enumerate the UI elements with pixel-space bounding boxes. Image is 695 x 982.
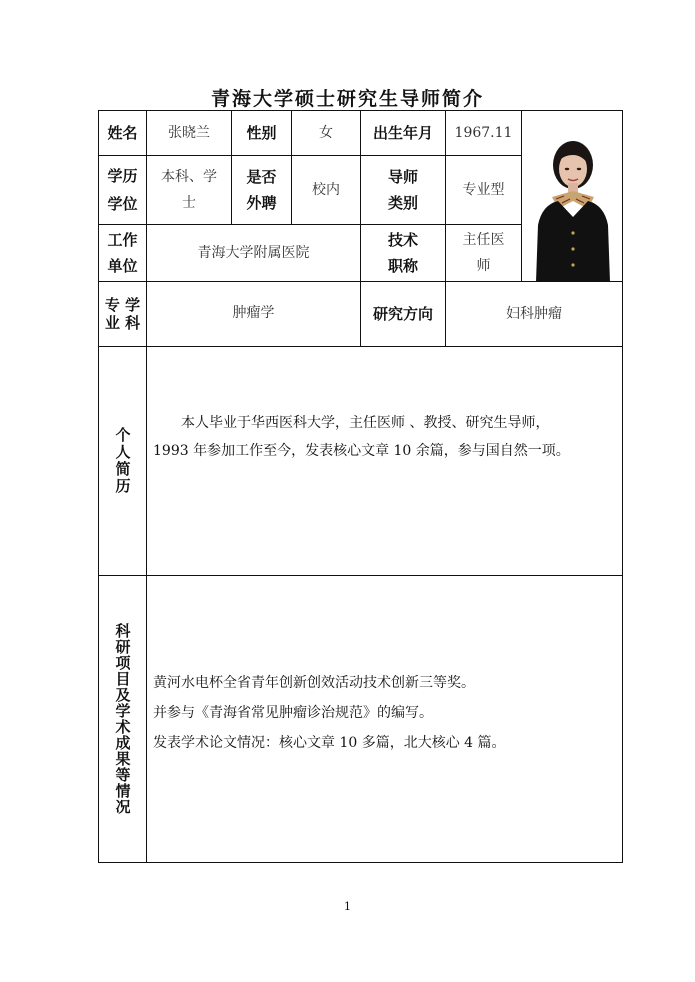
profile-text-line2: 1993 年参加工作至今，发表核心文章 10 余篇，参与国自然一项。 [153, 443, 570, 459]
education-value-line1: 本科、学 [161, 169, 217, 185]
tech-title-label [360, 224, 446, 282]
achievement-item: 黄河水电杯全省青年创新创效活动技术创新三等奖。 [153, 675, 475, 691]
profile-text [153, 409, 570, 465]
achievements-label: 科研项目及学术成果等情况 [113, 623, 132, 815]
education-value-line2: 士 [182, 195, 196, 211]
achievement-item: 并参与《青海省常见肿瘤诊治规范》的编写。 [153, 705, 433, 721]
workplace-label-line1: 工作 [107, 231, 138, 249]
supervisor-type-value: 专业型 [445, 155, 522, 225]
hired-label-line2: 外聘 [246, 194, 277, 212]
achievements-list [153, 668, 506, 758]
page-title: 青海大学硕士研究生导师简介 [210, 88, 484, 110]
research-value: 妇科肿瘤 [445, 281, 623, 347]
tech-title-value-line2: 师 [476, 258, 491, 274]
achievement-item: 发表学术论文情况：核心文章 10 多篇，北大核心 4 篇。 [153, 735, 506, 751]
education-label [98, 155, 147, 225]
hired-value: 校内 [291, 155, 361, 225]
profile-label: 个人简历 [113, 427, 132, 495]
portrait-photo [532, 125, 614, 282]
gender-label: 性别 [231, 110, 292, 156]
gender-value: 女 [291, 110, 361, 156]
achievements-label-cell [98, 575, 147, 863]
profile-label-cell [98, 346, 147, 576]
supervisor-type-label-line1: 导师 [387, 168, 418, 186]
discipline-label-bottom: 业 科 [104, 314, 141, 332]
hired-label-line1: 是否 [246, 168, 277, 186]
discipline-label-top: 专 学 [104, 296, 141, 314]
discipline-label [98, 281, 147, 347]
birth-value: 1967.11 [445, 110, 522, 156]
research-label: 研究方向 [360, 281, 446, 347]
supervisor-type-label-line2: 类别 [387, 194, 418, 212]
tech-title-value-line1: 主任医 [462, 232, 505, 248]
photo-cell [521, 110, 623, 282]
profile-text-line1: 本人毕业于华西医科大学，主任医师 、教授、研究生导师， [181, 415, 550, 431]
education-label-text: 学历学位 [107, 167, 138, 213]
birth-label: 出生年月 [360, 110, 446, 156]
achievements-text-cell [146, 575, 623, 863]
workplace-label [98, 224, 147, 282]
workplace-label-line2: 单位 [107, 257, 138, 275]
hired-label [231, 155, 292, 225]
profile-text-cell [146, 346, 623, 576]
tech-title-value [445, 224, 522, 282]
profile-table [98, 110, 623, 863]
education-value [146, 155, 232, 225]
page-number: 1 [344, 900, 351, 913]
tech-title-label-line2: 职称 [387, 257, 418, 275]
supervisor-type-label [360, 155, 446, 225]
name-value: 张晓兰 [146, 110, 232, 156]
discipline-value: 肿瘤学 [146, 281, 361, 347]
name-label: 姓名 [98, 110, 147, 156]
workplace-value: 青海大学附属医院 [146, 224, 361, 282]
tech-title-label-line1: 技术 [387, 231, 418, 249]
